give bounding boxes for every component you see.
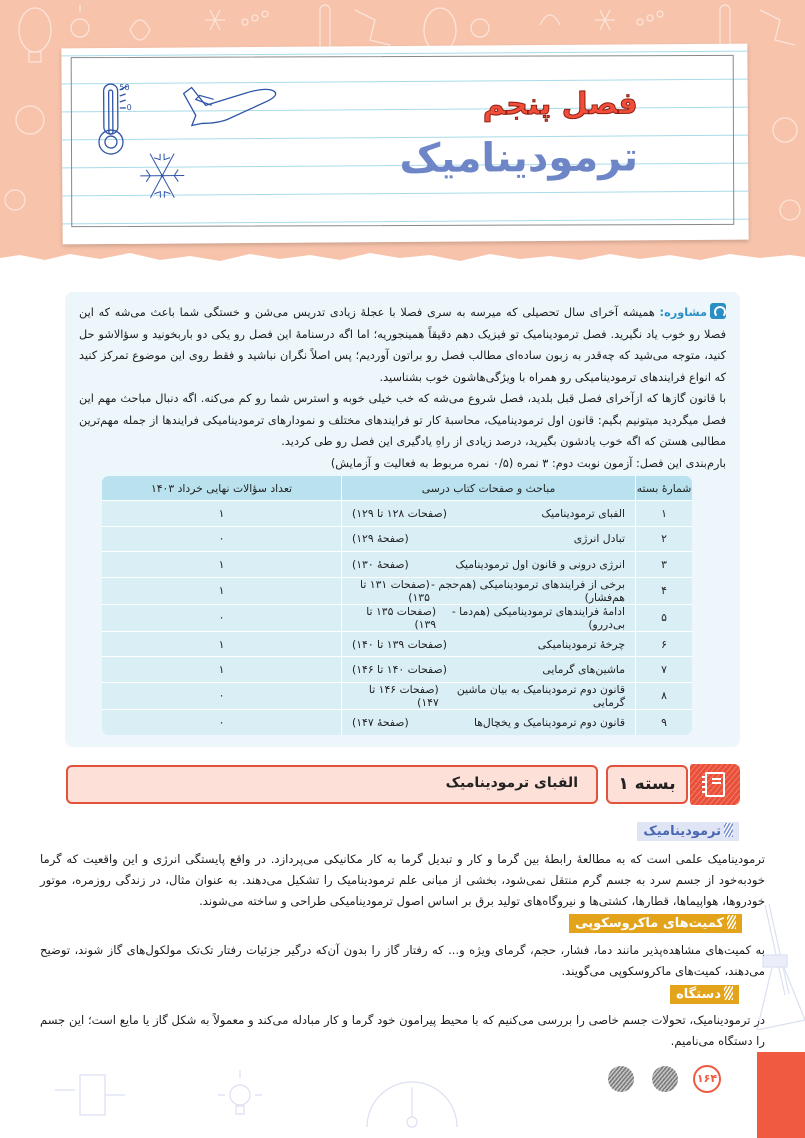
table-header-row (102, 476, 692, 500)
page-number: ۱۶۴ (693, 1065, 721, 1093)
subheading-system: دستگاه (670, 985, 739, 1004)
advice-lead: مشاوره: (659, 306, 707, 319)
advice-paragraph-2: با قانون گازها که ازآخرای فصل قبل بلدید، فصل شروع می‌شه که خب خیلی خوبه و استرس شما رو کم می‌کنه. اگه دنبال مباحث مهم این فصل میگردید میتونیم بگیم: قانون اول ترمودینامیک، محاسبهٔ کار تو فرایندهای مختلف و نمودارهای ترمودینامیکی فرایندها از جمله مهم‌ترین مطالبی هستن که اگه خوب یادشون بگیرید، درصد زیادی از راهِ یادگیری این فصل رو طی کردید. (79, 392, 726, 448)
package-table (102, 476, 692, 735)
svg-text:50: 50 (119, 82, 130, 92)
package-title: الفبای ترمودینامیک (445, 775, 578, 791)
torn-paper-edge (0, 248, 805, 262)
chapter-title: ترمودینامیک (399, 134, 639, 183)
header-question-count: تعداد سؤالات نهایی خرداد ۱۴۰۳ (102, 476, 341, 500)
svg-text:0: 0 (126, 102, 132, 112)
table-row: ۷ ماشین‌های گرمایی (صفحات ۱۴۰ تا ۱۴۶) ۱ (102, 656, 692, 682)
table-row: ۳ انرژی درونی و قانون اول ترمودینامیک (صفحهٔ ۱۳۰) ۱ (102, 551, 692, 577)
stripe-icon (724, 986, 733, 1000)
chapter-hero (0, 0, 805, 262)
notebook-icon (705, 772, 725, 797)
table-row: ۱ الفبای ترمودینامیک (صفحات ۱۲۸ تا ۱۲۹) ۱ (102, 500, 692, 526)
header-topic: مباحث و صفحات کتاب درسی (341, 476, 635, 500)
flask-icon (755, 900, 805, 1030)
chapter-side-tab (757, 1052, 805, 1138)
header-package-number: شمارهٔ بسته (635, 476, 692, 500)
advice-grading: بارم‌بندی این فصل: آزمون نوبت دوم: ۳ نمره (۰/۵ نمره مربوط به فعالیت و آزمایش) (330, 456, 726, 470)
package-tag (604, 762, 740, 806)
package-title-box (66, 765, 598, 804)
package-banner (66, 762, 740, 806)
decorative-dot-1 (608, 1066, 634, 1092)
macroscopic-paragraph: به کمیت‌های مشاهده‌پذیر مانند دما، فشار، حجم، گرمای ویژه و... که رفتار گاز را بدون آن‌که درگیر جزئیات رفتار تک‌تک مولکول‌های گاز شوند، توضیح می‌دهند، کمیت‌های ماکروسکوپی می‌گویند. (40, 943, 765, 978)
airplane-icon (174, 77, 284, 128)
chapter-label: فصل پنجم (482, 86, 638, 123)
subheading-macroscopic-quantities: کمیت‌های ماکروسکوپی (569, 914, 742, 933)
table-row: ۲ تبادل انرژی (صفحهٔ ۱۲۹) ۰ (102, 526, 692, 552)
advice-paragraph-1: مشاوره: همیشه آخرای سال تحصیلی که میرسه به سری فصلا با عجلهٔ زیادی تدریس می‌شن و خستگی شما باعث می‌شه که این فصلا رو خوب یاد نگیرید. فصل ترمودینامیک تو فیزیک دهم دقیقاً همینجوریه؛ اما اگه درسنامهٔ این فصل رو یکی دو باربخونید و سؤالاشو حل کنید، متوجه می‌شید که چه‌قدر به زبون ساده‌ای مطالب فصل رو براتون آوردیم؛ پس اصلاً نگران نباشید و فقط روی این موضوع تمرکز کنید که انواع فرایندهای ترمودینامیکی رو همراه با ویژگی‌هاشون خوب بشناسید. (79, 302, 726, 388)
table-row: ۵ ادامهٔ فرایندهای ترمودینامیکی (هم‌دما - بی‌دررو) (صفحات ۱۳۵ تا ۱۳۹) ۰ (102, 604, 692, 631)
headset-icon (710, 303, 726, 319)
chapter-note-card (61, 44, 748, 245)
subheading-thermodynamics: ترمودینامیک (637, 822, 739, 841)
stripe-icon (727, 915, 736, 929)
snowflake-icon (132, 145, 192, 205)
gauge-icon (362, 1072, 462, 1132)
package-icon-box (690, 764, 740, 805)
decorative-dot-2 (652, 1066, 678, 1092)
system-paragraph: در ترمودینامیک، تحولات جسم خاصی را بررسی می‌کنیم که با محیط پیرامون خود گرما و کار مبادله می‌کند و معمولاً به شکل گاز یا مایع است؛ این جسم را دستگاه می‌نامیم. (40, 1013, 765, 1048)
table-row: ۶ چرخهٔ ترمودینامیکی (صفحات ۱۳۹ تا ۱۴۰) ۱ (102, 631, 692, 657)
thermodynamics-paragraph: ترمودینامیک علمی است که به مطالعهٔ رابطهٔ بین گرما و کار و تبدیل گرما به کار مکانیکی می‌پردازد. در واقع پایستگی انرژی و این واقعیت که گرما خودبه‌خود از جسم سرد به جسم گرم منتقل نمی‌شود، بخشی از مبانی علم ترمودینامیک را تشکیل می‌دهند. به عنوان مثال، در زندگی روزمره، موتور خودروها، هواپیماها، قطارها، کشتی‌ها و نیروگاه‌های تولید برق بر اساس اصول ترمودینامیکی طراحی و ساخته می‌شوند. (40, 852, 765, 908)
package-number: بسته ۱ (606, 765, 688, 804)
box-arrow-icon (55, 1070, 125, 1120)
table-row: ۴ برخی از فرایندهای ترمودینامیکی (هم‌حجم - هم‌فشار) (صفحات ۱۳۱ تا ۱۳۵) ۱ (102, 577, 692, 604)
lightbulb-icon (210, 1070, 270, 1130)
stripe-icon (724, 823, 733, 837)
table-row: ۹ قانون دوم ترمودینامیک و یخچال‌ها (صفحهٔ ۱۴۷) ۰ (102, 709, 692, 735)
table-row: ۸ قانون دوم ترمودینامیک به بیان ماشین گرمایی (صفحات ۱۴۶ تا ۱۴۷) ۰ (102, 682, 692, 709)
